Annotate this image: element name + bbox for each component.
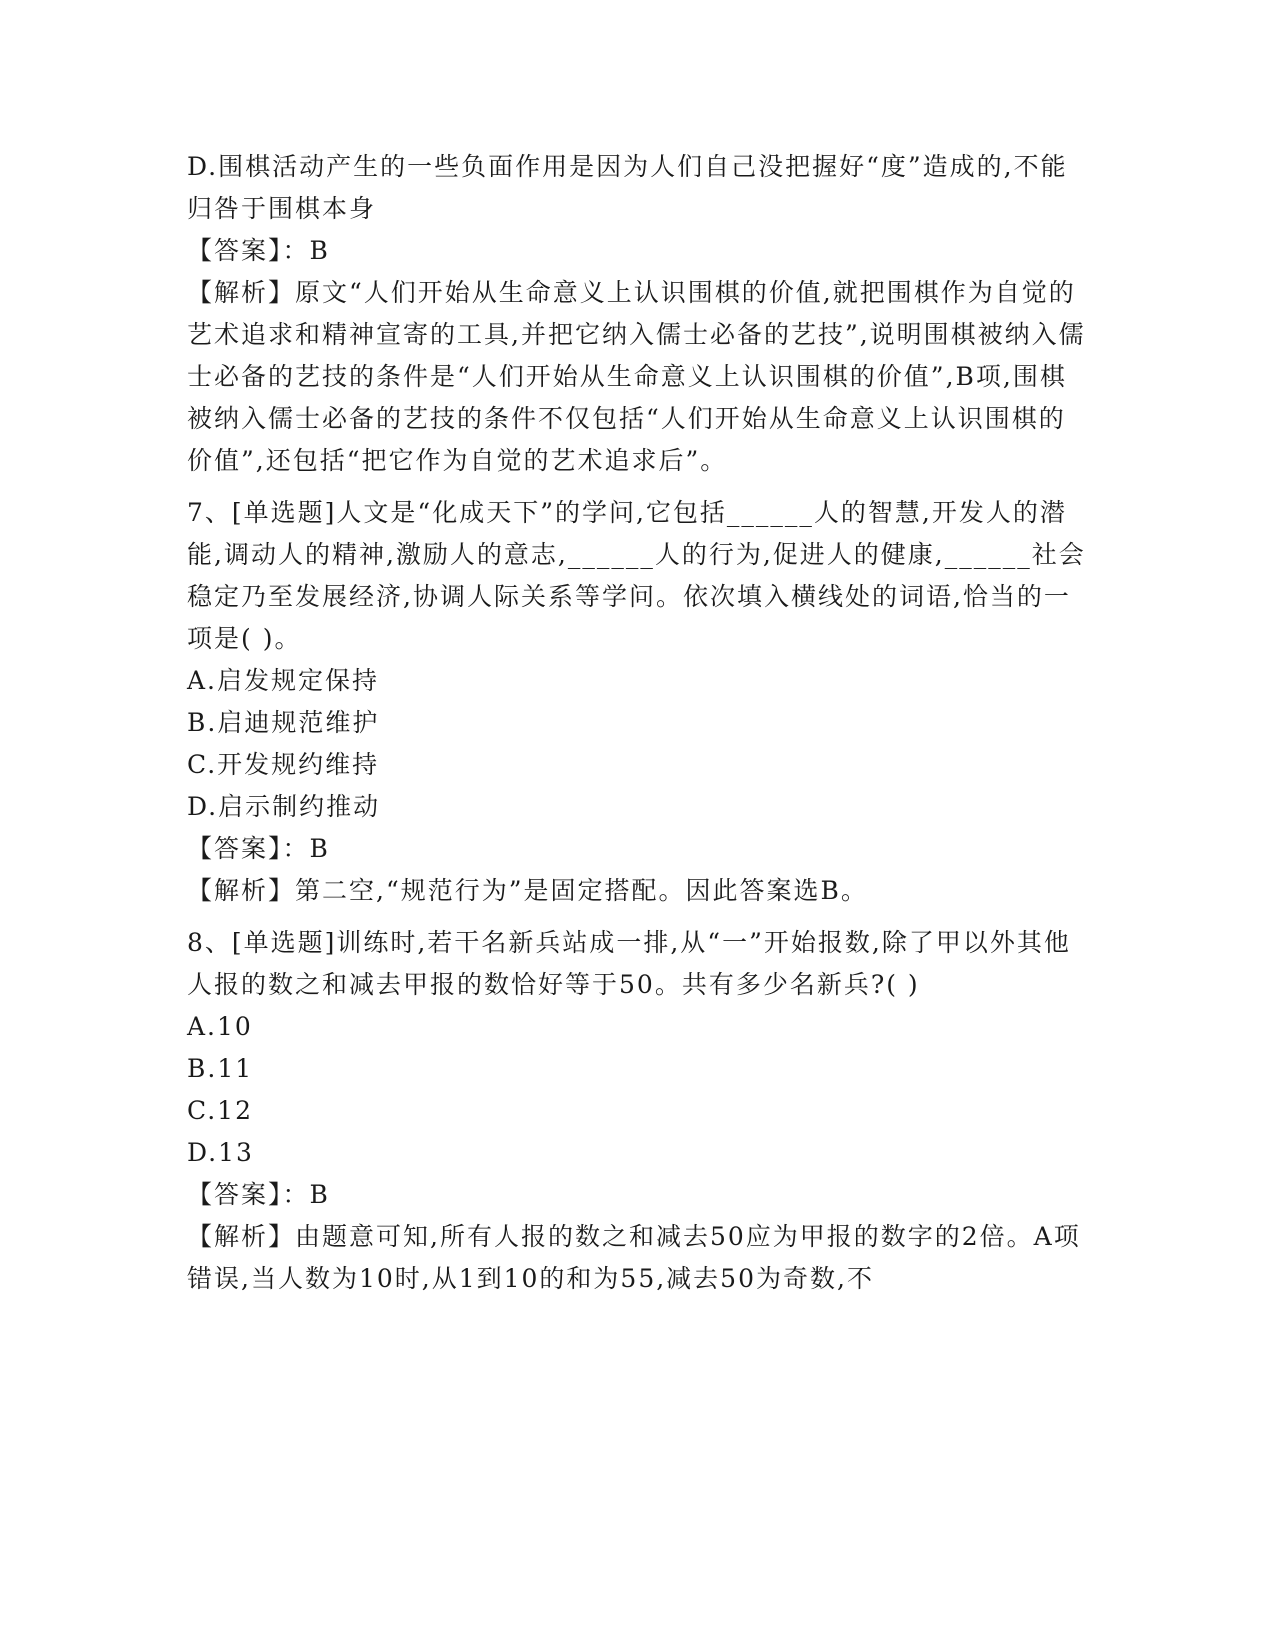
q7-option-b: B.启迪规范维护 — [187, 708, 380, 737]
q7-answer: 【答案】：B — [187, 834, 330, 863]
q8-analysis: 【解析】由题意可知,所有人报的数之和减去50应为甲报的数字的2倍。A项错误,当人数为10时,从1到10的和为55,减去50为奇数,不 — [187, 1222, 1081, 1293]
q7-stem: 7、[单选题]人文是“化成天下”的学问,它包括______人的智慧,开发人的潜能,调动人的精神,激励人的意志,______人的行为,促进人的健康,______社会稳定乃至发展经济,协调人际关系等学问。依次填入横线处的词语,恰当的一项是( )。 — [187, 498, 1086, 653]
q8-option-d: D.13 — [187, 1138, 254, 1167]
q8-option-b: B.11 — [187, 1054, 254, 1083]
q7-option-d: D.启示制约推动 — [187, 792, 381, 821]
spacer — [187, 912, 1087, 922]
q7-analysis: 【解析】第二空,“规范行为”是固定搭配。因此答案选B。 — [187, 876, 868, 905]
q7-option-a: A.启发规定保持 — [187, 666, 380, 695]
q8-answer: 【答案】：B — [187, 1180, 330, 1209]
q8-option-c: C.12 — [187, 1096, 253, 1125]
text-column — [187, 146, 1087, 1300]
q8-stem: 8、[单选题]训练时,若干名新兵站成一排,从“一”开始报数,除了甲以外其他人报的数之和减去甲报的数恰好等于50。共有多少名新兵?( ) — [187, 928, 1071, 999]
q7-option-c: C.开发规约维持 — [187, 750, 380, 779]
q6-analysis: 【解析】原文“人们开始从生命意义上认识围棋的价值,就把围棋作为自觉的艺术追求和精神宣寄的工具,并把它纳入儒士必备的艺技”,说明围棋被纳入儒士必备的艺技的条件是“人们开始从生命意义上认识围棋的价值”,B项,围棋被纳入儒士必备的艺技的条件不仅包括“人们开始从生命意义上认识围棋的价值”,还包括“把它作为自觉的艺术追求后”。 — [187, 278, 1086, 475]
spacer — [187, 482, 1087, 492]
q6-option-d: D.围棋活动产生的一些负面作用是因为人们自己没把握好“度”造成的,不能归咎于围棋本身 — [187, 152, 1068, 223]
q6-answer: 【答案】：B — [187, 236, 330, 265]
q8-option-a: A.10 — [187, 1012, 253, 1041]
